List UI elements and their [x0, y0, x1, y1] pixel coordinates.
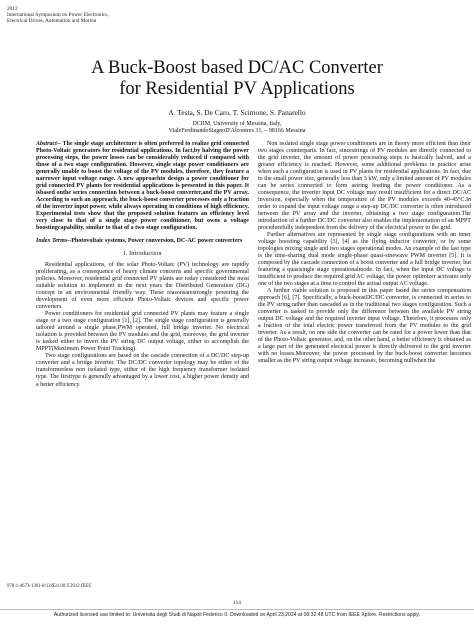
affiliation-line2: VialeFerdinandoStagnoD'Alcontres 31, – 98166 Messina [168, 127, 306, 134]
abstract [36, 141, 249, 232]
left-column [36, 141, 249, 389]
paper-title-line1: A Buck-Boost based DC/AC Converter [91, 58, 383, 78]
conference-year: 2012 [7, 6, 18, 12]
intro-paragraph-3: Two stage configurations are based on the cascade connection of a DC/DC step-up converter and a bridge inverter. The DC/DC converter topology may be either of the transformerless non isolated type, either of the high frequency transformer isolated type. The firsttype is generally advantaged by a lower cost, a higher power density and a better efficiency. [36, 353, 249, 388]
body-paragraph-2: Further alternatives are represented by single stage configurations with an inner voltage boosting capability [3], [4] as the flying inductor converter, or by some topologies mixing single and two stages operational modes. An example of the last type is the time-sharing dual mode single-phase quasi-sinewave PWM inverter [5]. It is composed by the cascade connection of a boost converter and a full bridge inverter, but featuring a quasisingle stage operationalmode. In fact, when the input DC voltage is insufficient to produce the required grid AC voltage, the power optimizer activates only one of the two stages at a time to control the actual output AC voltage. [258, 232, 471, 288]
affiliation [0, 121, 474, 135]
paper-title-line2: for Residential PV Applications [119, 79, 355, 99]
index-terms [36, 238, 249, 245]
body-paragraph-1: Non isolated single stage power conditioners are in theory more efficient than their two stages counterparts. In fact, sincestrings of PV modules are directly connected to the grid inverter, the amount of power processing steps is basically halved, and a greater efficiency is reached. However, some additional problems in practice arise when such a configuration is used in PV plants for residential applications. In fact, due to the small power size, generally less than 3 kW, only a limited amount of PV modules can be series connected to form astring feeding the power conditioner. As a consequence, the inverter input DC voltage may result insufficient for a direct DC/AC inversion, especially when the temperature of the PV modules exceeds 40-45°C.In order to expand the input voltage range a step-up DC/DC converter is often introduced between the PV array and the inverter, obtaining a two stage configuration.The introduction of a further DC/DC converter also enables the implementation of an MPPT procedurefully independent from the delivery of the electrical power to the grid. [258, 141, 471, 232]
page-number: 114 [233, 600, 241, 606]
index-terms-text: --Photovoltaic systems, Power conversion, DC-AC power converters [67, 238, 243, 245]
intro-paragraph-1: Residential applications, of the solar Photo-Voltaic (PV) technology are rapidly proliferating, as a consequence of heavy climate concerns and specific governmental policies. Moreover, residential grid connected PV plants are today considered the most suitable solution to implement in the next years the Distributed Generation (DG) concept in an environmental friendly way. These reasonsarestrongly powering the development of even more efficient Photo-Voltaic devices and specific power converters. [36, 262, 249, 311]
right-column [258, 141, 471, 366]
conference-header [7, 6, 109, 25]
conference-name-line1: International Symposium on Power Electronics, [7, 12, 109, 19]
footer-divider [0, 609, 474, 610]
section-heading-introduction: I. Introduction [123, 251, 162, 258]
index-terms-label: Index Terms [36, 238, 68, 245]
abstract-label: Abstract [36, 141, 57, 147]
isbn-copyright: 978-1-4673-1301-8/12/$31.00 ©2012 IEEE [7, 584, 92, 589]
authorized-use-notice: Authorized licensed use limited to: Universita degli Studi di Napoli Federico II. Downloaded on April 23,2024 at 08:32:48 UTC from IEEE Xplore. Restrictions apply. [53, 612, 421, 618]
intro-paragraph-2: Power conditioners for residential grid connected PV plants may feature a single stage or a two stage configuration [1], [2]. The single stage configuration is generally tailored around a single phase,PWM operated, full bridge inverter. No electrical isolation is provided between the PV modules and the grid, moreover, the grid inverter is tasked either to invert the PV string DC output voltage, either to accomplish the MPPT(Maximum Power Point Tracking). [36, 311, 249, 353]
author-list: A. Testa, S. De Caro, T. Scimone, S. Panarello [168, 108, 306, 117]
body-paragraph-3: A further viable solution is proposed in this paper based the series compensation approach [6], [7]. Specifically, a buck-boostDC/DC converter, is connected in series to the PV string,rather than cascaded as in the traditional two stages configuration. Such a converter is tasked to provide only the difference between the available PV string output DC voltage and the required inverter input voltage. Therefore, it processes only a fraction of the total electric power transferred from the PV modules to the grid inverter. As a result, on one side the converter can be rated for a power lower than that of the Photo-Voltaic generator, and, on the other hand, a better efficiency is obtained as a large part of the generated electrical power is directly delivered to the grid inverter with no losses.Moreover, the power processed by the buck-boost converter becomes smaller as the PV string output voltage increases, becoming nullwhen the [258, 288, 471, 365]
abstract-text: -- The single stage architecture is often preferred to realize grid connected Photo-Voltaic generators for residential applications. In fact,by halving the power processing steps, the power losses can be considerably reduced if compared with those of a two stage configuration. However, single stage power conditioners are generally unable to boost the voltage of the PV modules, therefore, they feature a narrower input voltage range. A new approachto design a power conditioner for grid connected PV plants for residential applications is presented in this paper. It isbased onthe series connection between a buck-boost converter,and the PV array. According to such an approach, the buck-boost converter processes only a fraction of the inverter input power, while always operating in conditions of high efficiency. Experimental tests show that the proposed solution features an efficiency level very close to that of a single stage power conditioner, but owns a voltage boostingcapability, similar to that of a two stage configuration. [36, 141, 249, 232]
affiliation-line1: DCIIM, University of Messina, Italy, [192, 121, 282, 127]
conference-name-line2: Electrical Drives, Automation and Motion [7, 18, 97, 25]
